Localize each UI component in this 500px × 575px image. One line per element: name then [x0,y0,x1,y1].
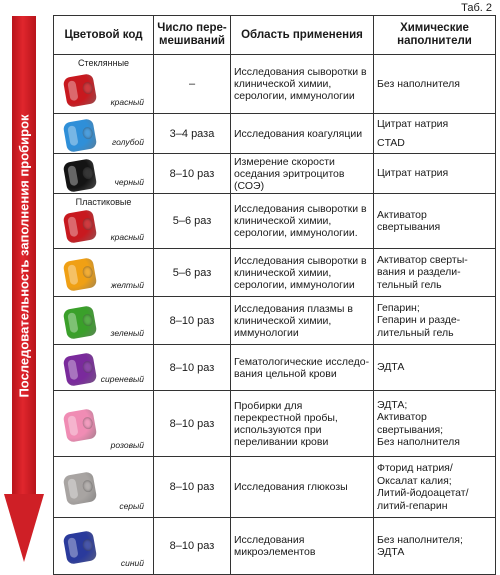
application-cell: Исследования микроэлементов [231,518,374,575]
tube-cell [54,391,154,457]
tube-color-name: голубой [111,137,144,147]
fillers-cell [374,518,496,575]
tube-color-name: розовый [110,440,144,450]
table-row [54,457,496,518]
application-cell: Измерение скорости оседания эритроцитов (СОЭ) [231,154,374,194]
header-mix-count: Число пере-мешиваний [154,16,231,55]
mix-count-cell: – [154,55,231,114]
filler-item: Литий-йодоацетат/ литий-гепарин [377,487,469,512]
filler-item: ЭДТА [377,361,405,374]
filler-item: Гепарин и разде-лительный гель [377,314,461,339]
fillers-cell [374,457,496,518]
table-row [54,194,496,249]
table-number: Таб. 2 [461,2,492,14]
mix-count-cell: 5–6 раз [154,194,231,249]
mix-count-cell: 8–10 раз [154,297,231,345]
tube-cap-icon [63,209,98,244]
application-cell: Пробирки для перекрестной пробы, используются при переливании крови [231,391,374,457]
application-cell: Исследования сыворотки в клинической химии, серологии, иммунологии [231,55,374,114]
tube-cap-icon [63,257,98,292]
filler-item: Активатор свертывания; [377,411,444,436]
tube-color-name: сиреневый [100,374,144,384]
tube-color-name: красный [110,97,144,107]
application-cell: Исследования сыворотки в клинической химии, серологии, иммунологии. [231,194,374,249]
fillers-cell [374,297,496,345]
table-row [54,345,496,391]
tube-cap-icon [63,73,98,108]
filler-item: Фторид натрия/ Оксалат калия; [377,462,453,487]
mix-count-cell: 8–10 раз [154,518,231,575]
table-row [54,114,496,154]
tube-material: Пластиковые [75,197,132,207]
tube-color-name: синий [120,558,144,568]
fillers-cell [374,249,496,297]
tube-cap-icon [63,352,98,387]
tube-cell [54,297,154,345]
tube-cell [54,518,154,575]
mix-count-cell: 8–10 раз [154,457,231,518]
fillers-cell [374,345,496,391]
filler-item: Без наполнителя [377,77,460,90]
application-cell: Гематологические исследо-вания цельной крови [231,345,374,391]
fillers-cell [374,154,496,194]
tube-cap-icon [63,471,98,506]
tube-cap-icon [63,158,98,193]
tube-cap-icon [63,305,98,340]
mix-count-cell: 5–6 раз [154,249,231,297]
header-color-code: Цветовой код [54,16,154,55]
filling-order-arrow [4,16,44,564]
table-row [54,518,496,575]
filler-item: CTAD [377,136,405,149]
tube-cell [54,194,154,249]
header-fillers: Химические наполнители [374,16,496,55]
mix-count-cell: 3–4 раза [154,114,231,154]
tube-cap-icon [63,118,98,153]
application-cell: Исследования сыворотки в клинической химии, серологии, иммунологии [231,249,374,297]
application-cell: Исследования плазмы в клинической химии, иммунологии [231,297,374,345]
tube-cell [54,55,154,114]
arrow-label: Последовательность заполнения пробирок [16,114,32,398]
application-cell: Исследования глюкозы [231,457,374,518]
mix-count-cell: 8–10 раз [154,154,231,194]
tube-cell [54,249,154,297]
filler-item: Активатор свертывания [377,208,441,233]
table-row [54,154,496,194]
filler-item: Активатор сверты-вания и раздели-тельный гель [377,253,468,291]
tube-cell [54,345,154,391]
table-row [54,249,496,297]
tube-color-table [53,15,496,575]
fillers-cell [374,114,496,154]
fillers-cell [374,391,496,457]
filler-item: Без наполнителя [377,436,460,448]
tube-cell [54,114,154,154]
tube-cell [54,457,154,518]
filler-item: ЭДТА; [377,398,408,411]
table-row [54,55,496,114]
application-cell: Исследования коагуляции [231,114,374,154]
table-header-row [54,16,496,55]
tube-color-name: желтый [110,280,144,290]
tube-cell [54,154,154,194]
tube-color-name: серый [119,501,144,511]
filler-item: Гепарин; [377,301,420,314]
arrow-down-icon [4,494,44,562]
filler-item: Цитрат натрия [377,167,449,180]
tube-color-name: черный [114,177,144,187]
mix-count-cell: 8–10 раз [154,391,231,457]
filler-item: Цитрат натрия [377,118,449,130]
filler-item: ЭДТА [377,546,405,558]
mix-count-cell: 8–10 раз [154,345,231,391]
filler-item: Без наполнителя; [377,533,463,546]
fillers-cell [374,194,496,249]
table-row [54,297,496,345]
tube-color-name: зеленый [110,328,144,338]
tube-color-name: красный [110,232,144,242]
tube-cap-icon [63,408,98,443]
table-row [54,391,496,457]
tube-cap-icon [63,530,98,565]
tube-material: Стеклянные [77,58,130,68]
fillers-cell [374,55,496,114]
header-application: Область применения [231,16,374,55]
